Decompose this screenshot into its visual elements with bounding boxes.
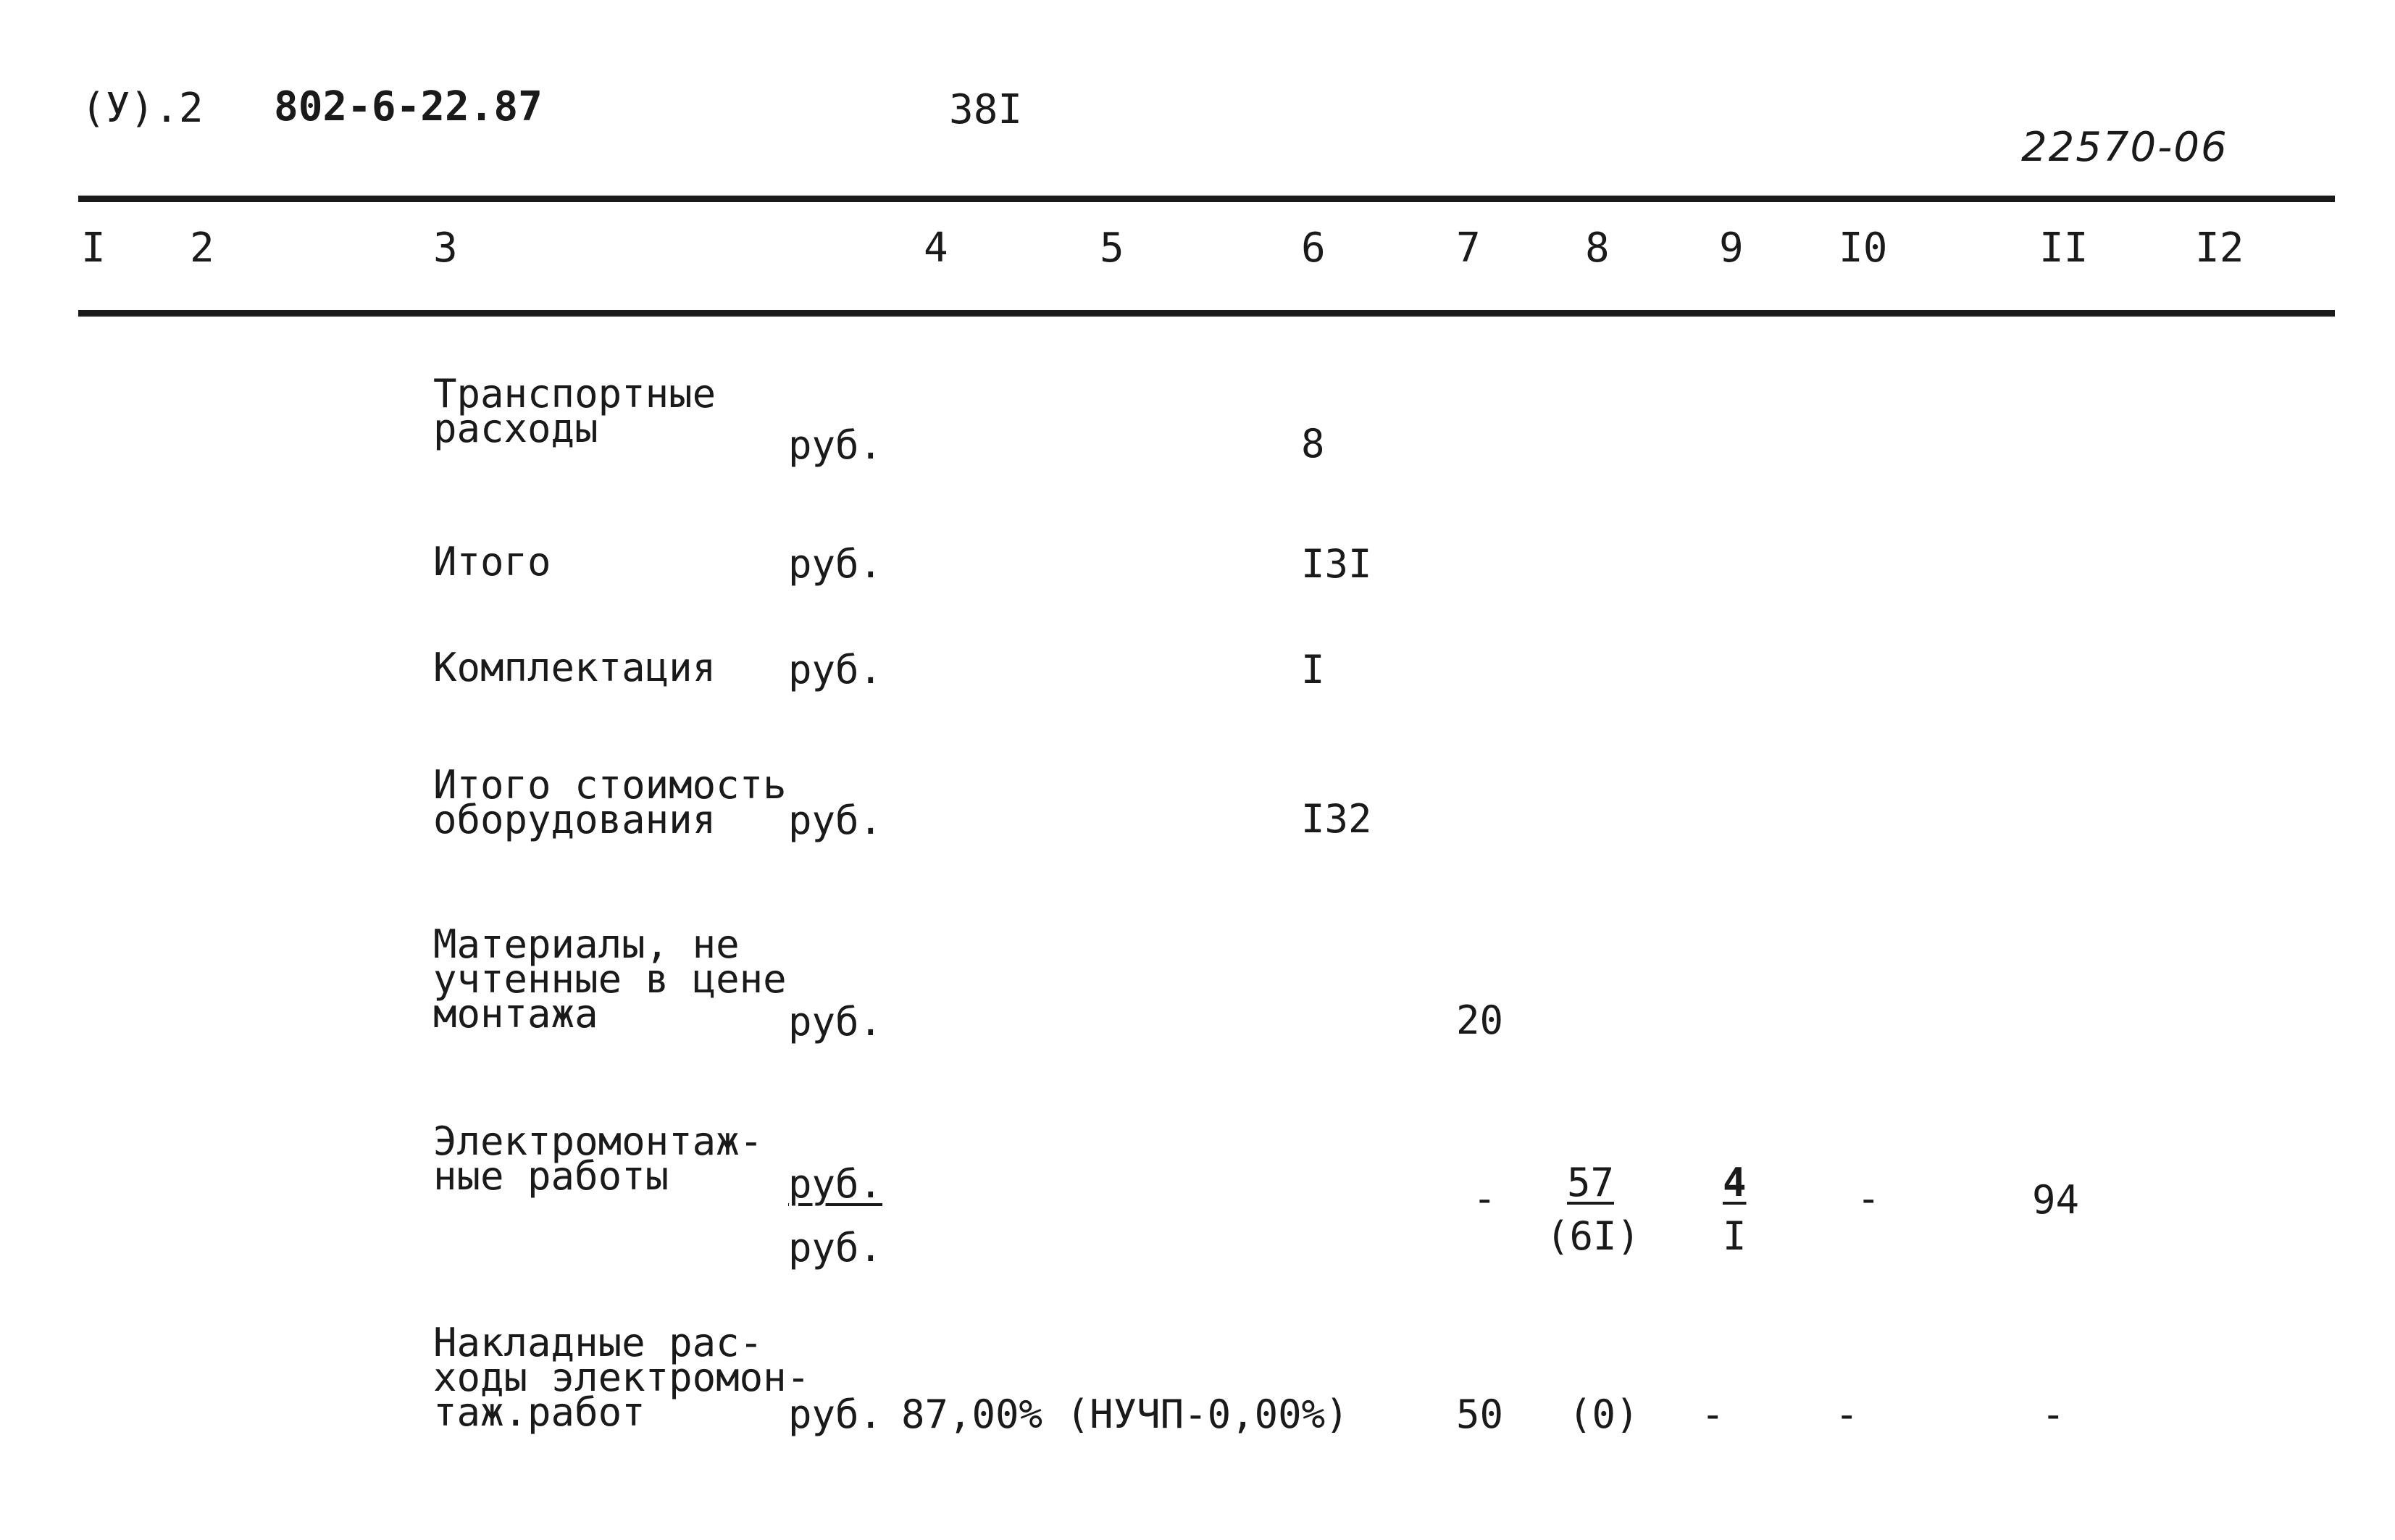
cell-col7: - xyxy=(1473,1176,1497,1221)
header-bottom-rule xyxy=(78,310,2335,317)
column-header-3: 3 xyxy=(433,225,458,272)
row-label-itogo: Итого xyxy=(433,539,551,585)
cell-col7: 20 xyxy=(1456,997,1504,1043)
cell-col9: - xyxy=(1701,1392,1725,1437)
row-label-komplektatsiya: Комплектация xyxy=(433,645,716,690)
column-header-11: II xyxy=(2039,225,2089,272)
cell-col10: - xyxy=(1857,1176,1881,1221)
column-header-6: 6 xyxy=(1301,225,1326,272)
cell-col6: I xyxy=(1301,647,1325,692)
column-header-8: 8 xyxy=(1585,225,1610,272)
column-header-7: 7 xyxy=(1456,225,1481,272)
column-header-4: 4 xyxy=(924,225,948,272)
row-label-transport: Транспортные расходы xyxy=(433,371,716,451)
project-code: 802-6-22.87 xyxy=(274,83,543,130)
row-unit: руб. xyxy=(788,798,883,843)
row-label-itogo-stoimost: Итого стоимость оборудования xyxy=(433,762,787,842)
column-header-2: 2 xyxy=(190,225,214,272)
row-label-materialy: Материалы, не учтенные в цене монтажа xyxy=(433,921,787,1037)
cell-col8-bottom: (6I) xyxy=(1546,1213,1641,1259)
row-unit-top: руб. xyxy=(788,1161,883,1207)
row-unit-bottom: руб. xyxy=(788,1225,883,1271)
cell-col7: 50 xyxy=(1456,1392,1504,1437)
cell-col6: 8 xyxy=(1301,421,1325,466)
row-unit: руб. xyxy=(788,1392,883,1437)
top-rule xyxy=(78,196,2335,202)
cell-col6: I3I xyxy=(1301,541,1372,587)
cell-col8-top: 57 xyxy=(1567,1160,1615,1205)
row-unit: руб. xyxy=(788,647,883,692)
column-header-5: 5 xyxy=(1100,225,1124,272)
row-label-nakladnye: Накладные рас- ходы электромон- таж.работ xyxy=(433,1320,811,1435)
column-header-12: I2 xyxy=(2195,225,2244,272)
cell-col10: - xyxy=(1835,1392,1859,1437)
cell-col11: - xyxy=(2041,1392,2065,1437)
row-unit: руб. xyxy=(788,999,883,1045)
cell-col9-top: 4 xyxy=(1723,1160,1747,1205)
rate-text: 87,00% (НУЧП-0,00%) xyxy=(901,1392,1349,1437)
sheet-code: (У).2 xyxy=(81,85,204,132)
cell-col6: I32 xyxy=(1301,796,1372,842)
archive-number: 22570-06 xyxy=(2021,124,2228,171)
page-number: 38I xyxy=(949,86,1023,133)
cell-col11: 94 xyxy=(2032,1177,2080,1223)
cell-col8: (0) xyxy=(1568,1392,1639,1437)
column-header-1: I xyxy=(81,225,106,272)
column-header-9: 9 xyxy=(1719,225,1744,272)
cell-col9-bottom: I xyxy=(1723,1213,1747,1259)
row-unit: руб. xyxy=(788,422,883,468)
row-unit: руб. xyxy=(788,541,883,587)
row-label-elektromontazh: Электромонтаж- ные работы xyxy=(433,1118,764,1199)
column-header-10: I0 xyxy=(1839,225,1888,272)
